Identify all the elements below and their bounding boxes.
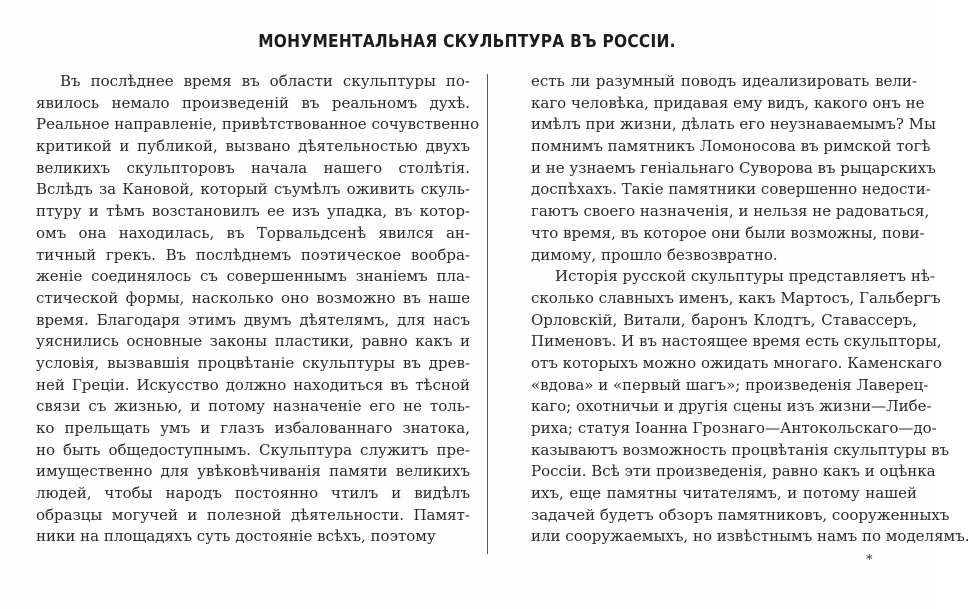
text-line: ихъ, еще памятны читателямъ, и потому нашей [531, 484, 917, 503]
text-line: каго; охотничьи и другія сцены изъ жизни—Либе- [531, 397, 932, 416]
text-line: Въ послѣднее время въ области скульптуры по- [60, 72, 470, 90]
text-line: Вслѣдъ за Кановой, который съумѣлъ оживить скуль- [36, 180, 470, 199]
text-line: стической формы, насколько оно возможно въ наше [36, 288, 470, 307]
text-line: омъ она находилась, въ Торвальдсенѣ явился ан- [36, 223, 470, 242]
text-line: птуру и тѣмъ возстановилъ ее изъ упадка, въ котор- [36, 202, 470, 221]
text-line: сколько славныхъ именъ, какъ Мартосъ, Гальбергъ [531, 288, 941, 307]
text-line: уяснились основные законы пластики, равно какъ и [36, 332, 470, 351]
text-line: «вдова» и «первый шагъ»; произведенія Лаверец- [531, 375, 929, 394]
text-line: задачей будетъ обзоръ памятниковъ, сооруженныхъ [531, 505, 950, 524]
text-line: великихъ скульпторовъ начала нашего столѣтія. [36, 158, 470, 177]
text-line: ней Греціи. Искусство должно находиться въ тѣсной [36, 375, 470, 394]
text-line: Пименовъ. И въ настоящее время есть скульпторы, [531, 332, 942, 351]
text-line: Россіи. Всѣ эти произведенія, равно какъ и оцѣнка [531, 462, 936, 481]
text-line: помнимъ памятникъ Ломоносова въ римской тогѣ [531, 137, 931, 156]
text-line: но быть общедоступнымъ. Скульптура служитъ пре- [36, 440, 470, 459]
right-column [531, 71, 970, 548]
text-line: женіе соединялось съ совершеннымъ знаніемъ пла- [36, 267, 470, 286]
text-line: условія, вызвавшія процвѣтаніе скульптуры въ древ- [36, 353, 470, 372]
text-line: людей, чтобы народъ постоянно чтилъ и видѣлъ [36, 484, 470, 503]
text-line: или сооружаемыхъ, но извѣстнымъ намъ по моделямъ. [531, 527, 970, 546]
text-line: образцы могучей и полезной дѣятельности. Памят- [36, 505, 470, 524]
text-line: Реальное направленіе, привѣтствованное сочувственно [36, 115, 480, 134]
text-line: риха; статуя Іоанна Грознаго—Антокольскаго—до- [531, 419, 937, 437]
text-line: гаютъ своего назначенія, и нельзя не радоваться, [531, 202, 930, 221]
text-line: каго человѣка, придавая ему видъ, какого онъ не [531, 93, 925, 112]
text-line: отъ которыхъ можно ожидать многаго. Каменскаго [531, 353, 942, 372]
text-line: и не узнаемъ геніальнаго Суворова въ рыцарскихъ [531, 158, 936, 177]
text-line: Орловскій, Витали, баронъ Клодтъ, Ставассеръ, [531, 310, 917, 329]
text-line: Исторія русской скульптуры представляетъ нѣ- [555, 267, 935, 286]
text-line: ко прельщать умъ и глазъ избалованнаго знатока, [36, 419, 470, 437]
text-line: что время, въ которое они были возможны, пови- [531, 223, 925, 242]
column-divider [487, 74, 488, 554]
text-line: казываютъ возможность процвѣтанія скульптуры въ [531, 440, 950, 459]
article-title: МОНУМЕНТАЛЬНАЯ СКУЛЬПТУРА ВЪ РОССІИ. [258, 32, 676, 52]
text-line: тичный грекъ. Въ послѣднемъ поэтическое вообра- [36, 245, 470, 264]
text-line: есть ли разумный поводъ идеализировать вели- [531, 72, 917, 90]
text-line: доспѣхахъ. Такіе памятники совершенно недости- [531, 180, 931, 199]
text-line: имѣлъ при жизни, дѣлать его неузнаваемымъ? Мы [531, 115, 936, 134]
text-line: время. Благодаря этимъ двумъ дѣятелямъ, для насъ [36, 310, 470, 329]
text-line: критикой и публикой, вызвано дѣятельностью двухъ [36, 137, 470, 156]
text-line: имущественно для увѣковѣчиванія памяти великихъ [36, 462, 470, 481]
text-line: явилось немало произведеній въ реальномъ духѣ. [36, 93, 470, 112]
text-line: ники на площадяхъ суть достояніе всѣхъ, поэтому [36, 527, 436, 546]
footnote-mark: * [866, 553, 873, 568]
text-line: связи съ жизнью, и потому назначеніе его не толь- [36, 397, 470, 416]
text-line: димому, прошло безвозвратно. [531, 245, 778, 264]
left-column [36, 71, 480, 548]
